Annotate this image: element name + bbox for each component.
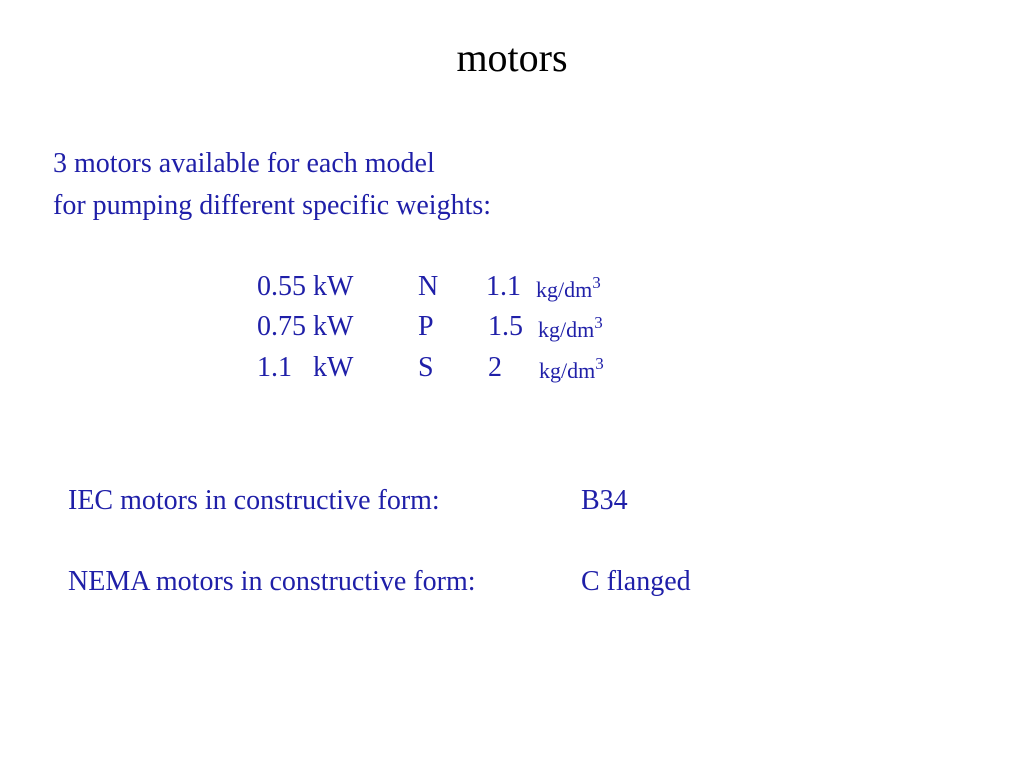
iec-form-value: B34 [581, 485, 628, 516]
intro-line-1: 3 motors available for each model [53, 148, 435, 179]
intro-line-2: for pumping different specific weights: [53, 190, 492, 221]
iec-form-label: IEC motors in constructive form: [68, 485, 440, 516]
motor-code: P [418, 311, 434, 342]
motor-code: N [418, 271, 439, 302]
page-title: motors [456, 35, 568, 80]
motor-code: S [418, 352, 434, 383]
motor-power: 0.75 kW [257, 311, 354, 342]
motor-specific-weight: 1.1 [486, 271, 521, 302]
motor-specific-weight: 2 [488, 352, 502, 383]
nema-form-label: NEMA motors in constructive form: [68, 566, 476, 597]
motor-power: 1.1 kW [257, 352, 354, 383]
motor-power: 0.55 kW [257, 271, 354, 302]
motor-weight-unit: $kg/dm^3$ [538, 313, 603, 342]
motor-weight-unit: $kg/dm^3$ [539, 354, 604, 383]
motor-weight-unit: $kg/dm^3$ [536, 273, 601, 302]
nema-form-value: C flanged [581, 566, 691, 597]
motor-specific-weight: 1.5 [488, 311, 523, 342]
